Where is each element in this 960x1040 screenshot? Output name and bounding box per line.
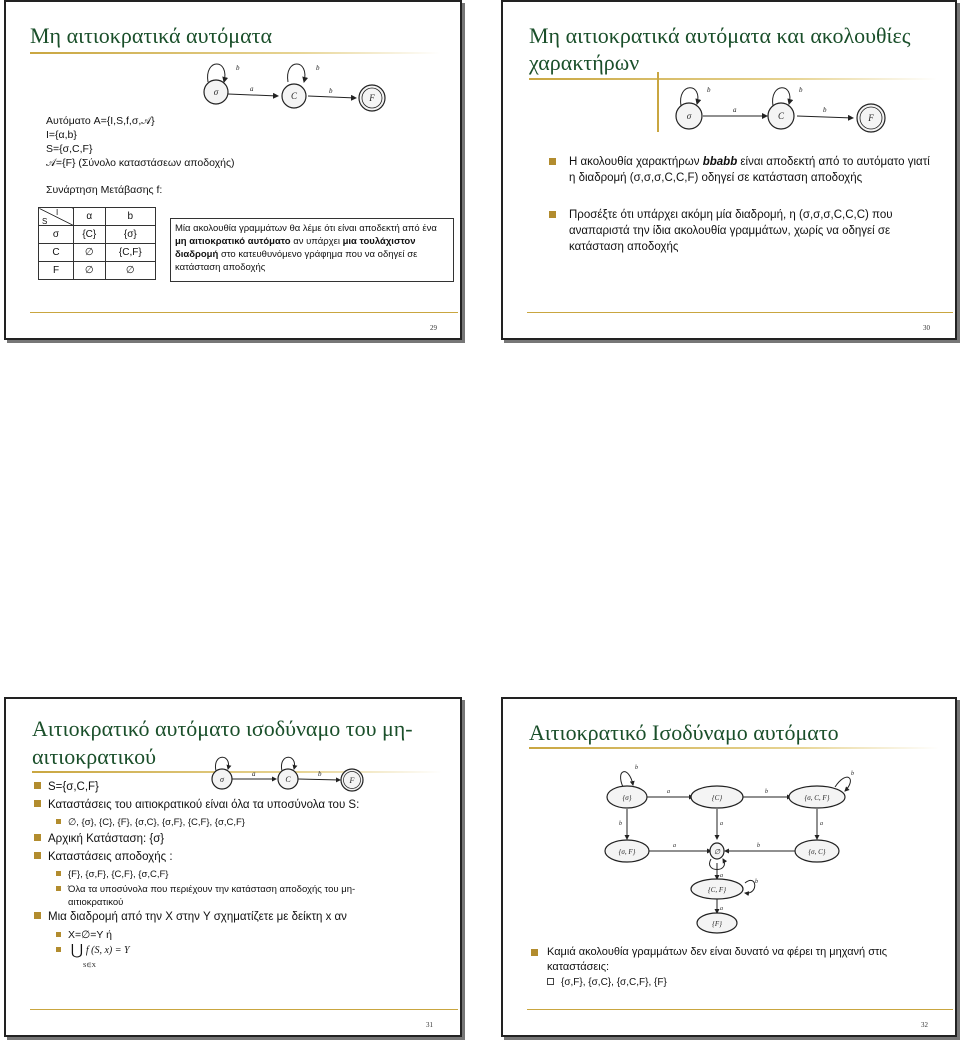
edge-label-b: b xyxy=(823,106,827,114)
nfa-graph xyxy=(186,60,396,120)
label-f: F xyxy=(369,93,375,103)
union-subscript: S∈X xyxy=(83,963,96,969)
bullet-path: Μια διαδρομή από την X στην Y σχηματίζετε με δείκτη x αν xyxy=(34,909,347,925)
bullet-unreachable: Καμιά ακολουθία γραμμάτων δεν είναι δυνατό να φέρει τη μηχανή στις καταστάσεις: xyxy=(531,945,941,975)
bullet-icon xyxy=(34,912,41,919)
bullet-icon xyxy=(531,949,538,956)
row-state: C xyxy=(39,244,74,262)
slide-title: Αιτιοκρατικό Ισοδύναμο αυτόματο xyxy=(529,720,839,745)
edge-label-a: a xyxy=(733,106,737,114)
loop-label-c: b xyxy=(799,86,803,94)
bullet-icon xyxy=(56,886,61,891)
corner-input: I xyxy=(56,208,59,217)
bullet-accepted: Η ακολουθία χαρακτήρων bbabb είναι αποδεκτή από το αυτόματο γιατί η διαδρομή (σ,σ,σ,C,C,F) οδηγεί σε κατάσταση αποδοχής xyxy=(549,154,933,186)
accent-bar xyxy=(657,72,659,132)
edge-label-a: a xyxy=(252,770,256,778)
bullet-icon xyxy=(34,834,41,841)
row-state: σ xyxy=(39,226,74,244)
loop-label-sigma: b xyxy=(236,64,240,72)
svg-text:{σ, F}: {σ, F} xyxy=(618,848,636,856)
label-f: F xyxy=(349,776,355,785)
svg-text:{σ, C, F}: {σ, C, F} xyxy=(804,794,830,802)
svg-text:{C}: {C} xyxy=(711,794,723,802)
label-sigma: σ xyxy=(686,111,692,121)
slide-32 xyxy=(501,697,957,1037)
bullet-states: S={σ,C,F} xyxy=(34,779,99,795)
sub-bullet-union: ⋃ f (S, x) = Y S∈X xyxy=(56,943,130,959)
svg-text:a: a xyxy=(820,821,823,827)
sub-bullet-unreachable-states: {σ,F}, {σ,C}, {σ,C,F}, {F} xyxy=(547,975,667,991)
svg-text:b: b xyxy=(755,879,758,885)
footer-rule xyxy=(527,312,953,313)
bullet-icon xyxy=(56,947,61,952)
slide-30 xyxy=(501,0,957,340)
bullet-icon xyxy=(56,819,61,824)
bullet-icon xyxy=(34,800,41,807)
footer-rule xyxy=(30,312,458,313)
transition-table xyxy=(38,207,156,280)
svg-text:{σ, C}: {σ, C} xyxy=(808,848,826,856)
label-c: C xyxy=(777,111,785,121)
svg-text:a: a xyxy=(667,789,670,795)
svg-text:b: b xyxy=(619,821,622,827)
slide-title-line1: Μη αιτιοκρατικά αυτόματα και ακολουθίες xyxy=(529,23,911,48)
svg-text:a: a xyxy=(673,843,676,849)
slide-29 xyxy=(4,0,462,340)
label-c: C xyxy=(285,775,291,784)
bullet-icon xyxy=(34,782,41,789)
bullet-icon xyxy=(34,852,41,859)
cell: {C,F} xyxy=(105,244,155,262)
page-number: 31 xyxy=(426,1021,433,1029)
loop-label-sigma: b xyxy=(707,86,711,94)
edge-label-a: a xyxy=(250,85,254,93)
row-state: F xyxy=(39,262,74,280)
sub-bullet-empty: X=∅=Y ή xyxy=(56,927,112,943)
automaton-def: Αυτόματο A={I,S,f,σ,𝒜} xyxy=(46,115,155,127)
union-symbol: ⋃ xyxy=(70,943,84,959)
col-header: b xyxy=(105,208,155,226)
sub-bullet-accept-sets: {F}, {σ,F}, {C,F}, {σ,C,F} xyxy=(56,867,168,883)
page-number: 29 xyxy=(430,324,437,332)
footer-rule xyxy=(30,1009,458,1010)
page-number: 30 xyxy=(923,324,930,332)
cell: ∅ xyxy=(74,262,106,280)
title-rule xyxy=(529,747,939,749)
svg-text:a: a xyxy=(720,873,723,879)
bullet-icon xyxy=(549,211,556,218)
edge-label-b: b xyxy=(318,770,322,778)
svg-text:b: b xyxy=(765,789,768,795)
nfa-graph xyxy=(673,82,893,142)
slide-31 xyxy=(4,697,462,1037)
svg-text:a: a xyxy=(720,906,723,912)
sub-bullet-subsets: ∅, {σ}, {C}, {F}, {σ,C}, {σ,F}, {C,F}, {σ,C,F} xyxy=(56,815,245,831)
dfa-graph xyxy=(607,755,867,939)
slide-title-line2: αιτιοκρατικού xyxy=(32,744,157,769)
loop-label-c: b xyxy=(316,64,320,72)
cell: {σ} xyxy=(105,226,155,244)
svg-text:b: b xyxy=(757,843,760,849)
svg-text:∅: ∅ xyxy=(713,848,721,856)
svg-text:{C, F}: {C, F} xyxy=(707,886,727,894)
bullet-icon xyxy=(56,871,61,876)
footer-rule xyxy=(527,1009,953,1010)
slide-title-line1: Αιτιοκρατικό αυτόματο ισοδύναμο του μη- xyxy=(32,716,413,741)
alphabet-def: I={α,b} xyxy=(46,129,77,141)
col-header: α xyxy=(74,208,106,226)
edge-label-b: b xyxy=(329,87,333,95)
page-number: 32 xyxy=(921,1021,928,1029)
cell: ∅ xyxy=(74,244,106,262)
bullet-icon xyxy=(549,158,556,165)
hollow-bullet-icon xyxy=(547,978,554,985)
svg-text:a: a xyxy=(720,821,723,827)
states-def: S={σ,C,F} xyxy=(46,143,93,155)
corner-state: S xyxy=(42,217,48,226)
title-rule xyxy=(30,52,440,54)
label-sigma: σ xyxy=(213,87,219,97)
svg-text:{F}: {F} xyxy=(712,920,722,928)
title-rule xyxy=(529,78,937,80)
sub-bullet-accept-rule: Όλα τα υποσύνολα που περιέχουν την κατάσταση αποδοχής του μη- αιτιοκρατικού xyxy=(56,883,355,909)
bullet-accept: Καταστάσεις αποδοχής : xyxy=(34,849,173,865)
bullet-initial: Αρχική Κατάσταση: {σ} xyxy=(34,831,164,847)
slide-title-line2: χαρακτήρων xyxy=(529,50,640,75)
definition-box: Μία ακολουθία γραμμάτων θα λέμε ότι είναι αποδεκτή από ένα μη αιτιοκρατικό αυτόματο αν υπάρχει μια τουλάχιστον διαδρομή στο κατευθυνόμενο γράφημα που να οδηγεί σε κατάσταση αποδοχής xyxy=(170,218,454,282)
bullet-det-states: Καταστάσεις του αιτιοκρατικού είναι όλα τα υποσύνολα του S: xyxy=(34,797,359,813)
bullet-other-path: Προσέξτε ότι υπάρχει ακόμη μία διαδρομή, η (σ,σ,σ,C,C,C) που αναπαριστά την ίδια ακολουθία γραμμάτων, χωρίς να οδηγεί σε κατάσταση αποδοχής xyxy=(549,207,933,255)
transition-label: Συνάρτηση Μετάβασης f: xyxy=(46,184,163,196)
svg-text:b: b xyxy=(851,771,854,777)
cell: {C} xyxy=(74,226,106,244)
label-sigma: σ xyxy=(220,775,224,784)
label-f: F xyxy=(868,113,874,123)
nfa-graph xyxy=(202,753,372,793)
slide-title: Μη αιτιοκρατικά αυτόματα xyxy=(30,23,272,48)
label-c: C xyxy=(290,91,298,101)
svg-text:{σ}: {σ} xyxy=(622,794,632,802)
cell: ∅ xyxy=(105,262,155,280)
bullet-icon xyxy=(56,932,61,937)
svg-text:b: b xyxy=(635,765,638,771)
accept-def: 𝒜={F} (Σύνολο καταστάσεων αποδοχής) xyxy=(46,157,235,169)
